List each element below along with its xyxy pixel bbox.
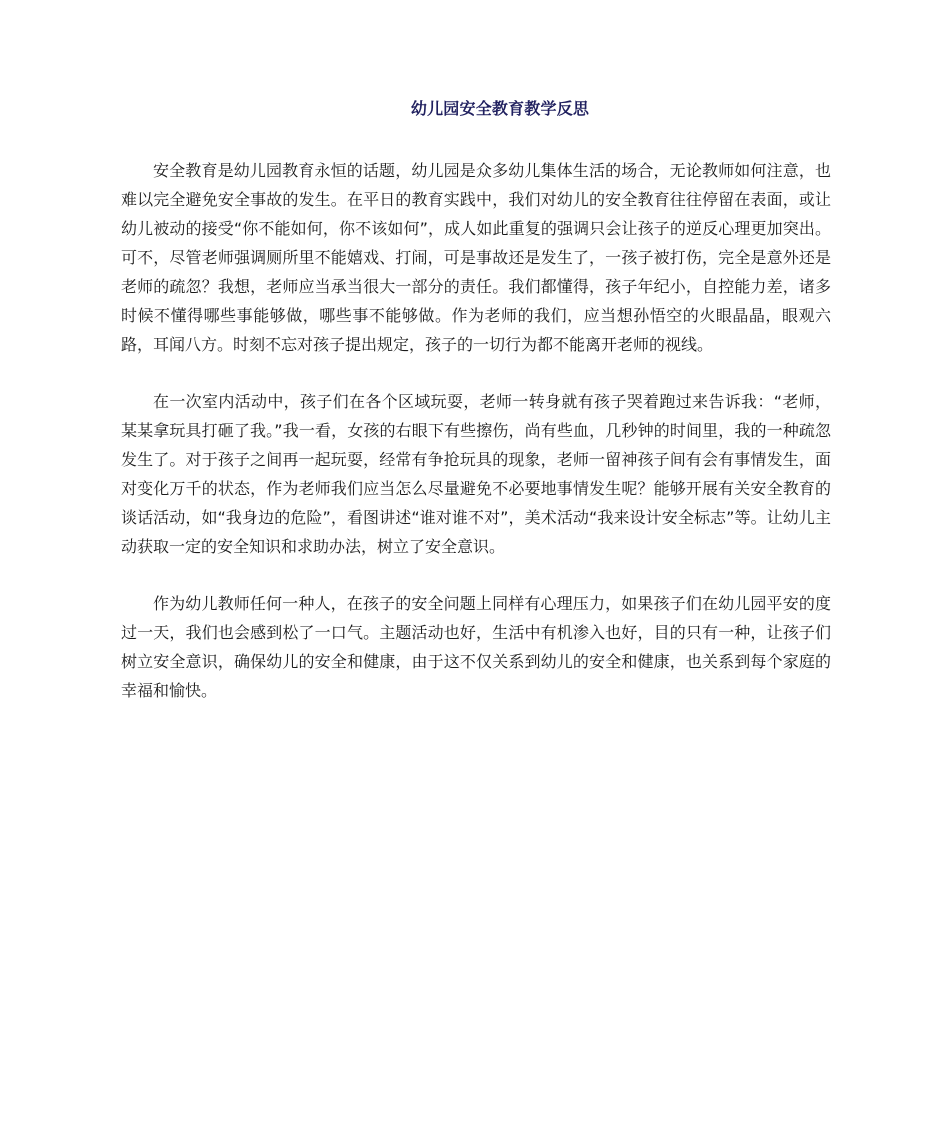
document-body — [121, 156, 831, 733]
paragraph-1: 安全教育是幼儿园教育永恒的话题，幼儿园是众多幼儿集体生活的场合，无论教师如何注意，也难以完全避免安全事故的发生。在平日的教育实践中，我们对幼儿的安全教育往往停留在表面，或让幼儿被动的接受“你不能如何，你不该如何”，成人如此重复的强调只会让孩子的逆反心理更加突出。可不，尽管老师强调厕所里不能嬉戏、打闹，可是事故还是发生了，一孩子被打伤，完全是意外还是老师的疏忽？我想，老师应当承当很大一部分的责任。我们都懂得，孩子年纪小，自控能力差，诸多时候不懂得哪些事能够做，哪些事不能够做。作为老师的我们，应当想孙悟空的火眼晶晶，眼观六路，耳闻八方。时刻不忘对孩子提出规定，孩子的一切行为都不能离开老师的视线。 — [121, 161, 831, 354]
document-title: 幼儿园安全教育教学反思 — [410, 99, 590, 118]
paragraph-2: 在一次室内活动中，孩子们在各个区域玩耍，老师一转身就有孩子哭着跑过来告诉我：“老师，某某拿玩具打砸了我。”我一看，女孩的右眼下有些擦伤，尚有些血，几秒钟的时间里，我的一种疏忽发生了。对于孩子之间再一起玩耍，经常有争抢玩具的现象，老师一留神孩子间有会有事情发生，面对变化万千的状态，作为老师我们应当怎么尽量避免不必要地事情发生呢？能够开展有关安全教育的谈话活动，如“我身边的危险”，看图讲述“谁对谁不对”，美术活动“我来设计安全标志”等。让幼儿主动获取一定的安全知识和求助办法，树立了安全意识。 — [121, 392, 831, 556]
paragraph-3: 作为幼儿教师任何一种人，在孩子的安全问题上同样有心理压力，如果孩子们在幼儿园平安的度过一天，我们也会感到松了一口气。主题活动也好，生活中有机渗入也好，目的只有一种，让孩子们树立安全意识，确保幼儿的安全和健康，由于这不仅关系到幼儿的安全和健康，也关系到每个家庭的幸福和愉快。 — [121, 594, 831, 700]
